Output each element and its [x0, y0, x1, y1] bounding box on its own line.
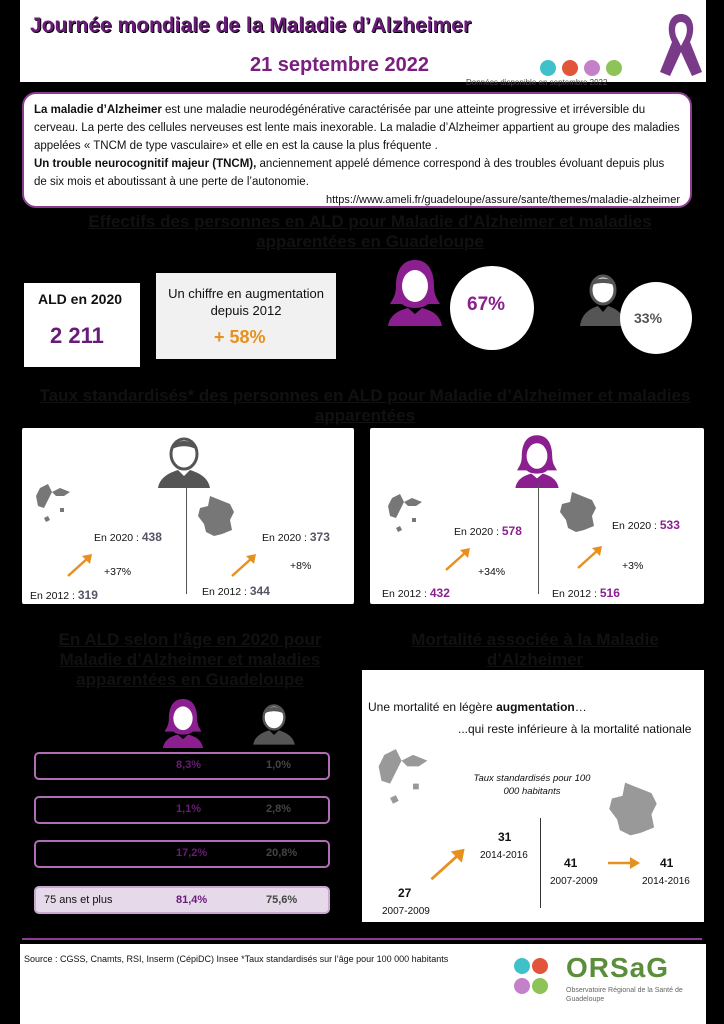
women-fr-2012: En 2012 : 516	[552, 586, 620, 600]
increase-value: + 58%	[214, 327, 266, 347]
age-men-pct: 2,8%	[266, 803, 292, 815]
age-row	[34, 886, 330, 914]
search-icon	[514, 958, 530, 974]
men-gp-2020: En 2020 : 438	[94, 530, 162, 544]
age-row	[34, 840, 330, 868]
age-men-pct: 1,0%	[266, 759, 292, 771]
france-map-icon	[604, 780, 662, 838]
women-gp-2020: En 2020 : 578	[454, 524, 522, 538]
page-date: 21 septembre 2022	[250, 54, 430, 76]
plus-icon	[532, 978, 548, 994]
women-rates-panel	[370, 428, 704, 604]
age-men-pct: 20,8%	[266, 847, 298, 859]
page-title: Journée mondiale de la Maladie d’Alzheimer	[30, 14, 472, 37]
mortality-line2: ...qui reste inférieure à la mortalité nationale	[458, 722, 692, 736]
header	[20, 0, 706, 87]
intro-text-2: anciennement appelé démence correspond à des troubles évoluant depuis plus de six mois et aboutissant à une perte de l’autonomie.	[34, 158, 665, 188]
fr-new-value: 41	[660, 856, 674, 870]
ald-value: 2 211	[50, 323, 104, 348]
ald-label: ALD en 2020	[38, 291, 123, 307]
divider	[538, 484, 539, 594]
women-gp-change: +34%	[478, 566, 506, 578]
arrow-right-icon	[606, 856, 642, 870]
male-icon	[250, 698, 298, 748]
dot-pink	[584, 60, 600, 76]
france-map-icon	[194, 494, 238, 538]
source-text: Source : CGSS, Cnamts, RSI, Inserm (CépiDC) Insee *Taux standardisés sur l’âge pour 100 000 habitants	[24, 954, 449, 964]
footer-rule	[22, 938, 702, 940]
age-row	[34, 752, 330, 780]
women-fr-change: +3%	[622, 560, 644, 572]
women-fr-2020: En 2020 : 533	[612, 518, 680, 532]
source-link[interactable]: https://www.ameli.fr/guadeloupe/assure/sante/themes/maladie-alzheimer	[325, 194, 680, 206]
logo-text: ORSaG	[566, 952, 670, 983]
dot-green	[606, 60, 622, 76]
women-gp-2012: En 2012 : 432	[382, 586, 450, 600]
ald-count-card	[24, 283, 140, 367]
fr-old-value: 41	[564, 856, 578, 870]
mortality-panel	[362, 670, 704, 922]
divider	[540, 818, 541, 908]
section3-title: En ALD selon l’âge en 2020 pour Maladie d’Alzheimer et maladies apparentées en Guadeloupe	[58, 630, 322, 689]
arrow-up-icon	[428, 846, 468, 882]
men-fr-2020: En 2020 : 373	[262, 530, 330, 544]
rate-note: Taux standardisés pour 100 000 habitants	[473, 773, 591, 797]
arrow-up-icon	[576, 544, 604, 570]
male-pct: 33%	[634, 310, 663, 326]
data-note: Données disponible en septembre 2022	[466, 78, 608, 87]
gp-old-period: 2007-2009	[382, 906, 430, 917]
age-row	[34, 796, 330, 824]
age-women-pct: 1,1%	[176, 803, 202, 815]
footer	[20, 944, 706, 1024]
intro-term-alzheimer: La maladie d’Alzheimer	[34, 104, 162, 116]
arrow-up-icon	[66, 552, 94, 578]
men-rates-panel	[22, 428, 354, 604]
increase-text: Un chiffre en augmentation depuis 2012	[168, 286, 324, 318]
gp-new-value: 31	[498, 830, 512, 844]
logo-icons	[514, 958, 562, 1002]
gp-new-period: 2014-2016	[480, 850, 528, 861]
heart-icon	[532, 958, 548, 974]
intro-term-tncm: Un trouble neurocognitif majeur (TNCM),	[34, 158, 257, 170]
fr-new-period: 2014-2016	[642, 876, 690, 887]
female-pct: 67%	[467, 294, 506, 315]
logo-subtitle: Observatoire Régional de la Santé de Guadeloupe	[566, 987, 683, 1003]
section4-title: Mortalité associée à la Maladie d’Alzheimer	[411, 630, 659, 669]
dot-teal	[540, 60, 556, 76]
france-map-icon	[556, 490, 600, 534]
guadeloupe-map-icon	[382, 488, 428, 536]
arrow-up-icon	[230, 552, 258, 578]
divider	[186, 484, 187, 594]
increase-card	[156, 273, 336, 359]
guadeloupe-map-icon	[370, 736, 436, 814]
ribbon-icon	[658, 10, 704, 82]
men-fr-change: +8%	[290, 560, 312, 572]
dot-red	[562, 60, 578, 76]
female-icon	[384, 256, 446, 326]
mortality-line1: Une mortalité en légère augmentation…	[368, 700, 587, 714]
men-gp-2012: En 2012 : 319	[30, 588, 98, 602]
men-fr-2012: En 2012 : 344	[202, 584, 270, 598]
guadeloupe-map-icon	[30, 478, 76, 526]
female-icon	[160, 696, 206, 748]
intro-box	[22, 92, 692, 208]
section1-title: Effectifs des personnes en ALD pour Maladie d’Alzheimer et maladies apparentées en Guadeloupe	[88, 212, 652, 251]
gp-old-value: 27	[398, 886, 412, 900]
male-icon	[154, 434, 214, 488]
age-men-pct: 75,6%	[266, 894, 298, 906]
intro-text-1: est une maladie neurodégénérative caractérisée par une atteinte progressive et irréversible du cerveau. La perte des cellules nerveuses est lente mais inexorable. La maladie d’Alzheimer appartient au groupe des maladies appelées « TNCM de type vasculaire» et elle en est la cause la plus fréquente .	[34, 104, 680, 152]
age-women-pct: 8,3%	[176, 759, 202, 771]
fr-old-period: 2007-2009	[550, 876, 598, 887]
age-label: 75 ans et plus	[44, 894, 113, 906]
age-women-pct: 17,2%	[176, 847, 208, 859]
age-women-pct: 81,4%	[176, 894, 208, 906]
female-icon	[512, 432, 562, 488]
section2-title: Taux standardisés* des personnes en ALD pour Maladie d’Alzheimer et maladies apparentées	[39, 386, 691, 425]
chart-icon	[514, 978, 530, 994]
arrow-up-icon	[444, 546, 472, 572]
men-gp-change: +37%	[104, 566, 132, 578]
